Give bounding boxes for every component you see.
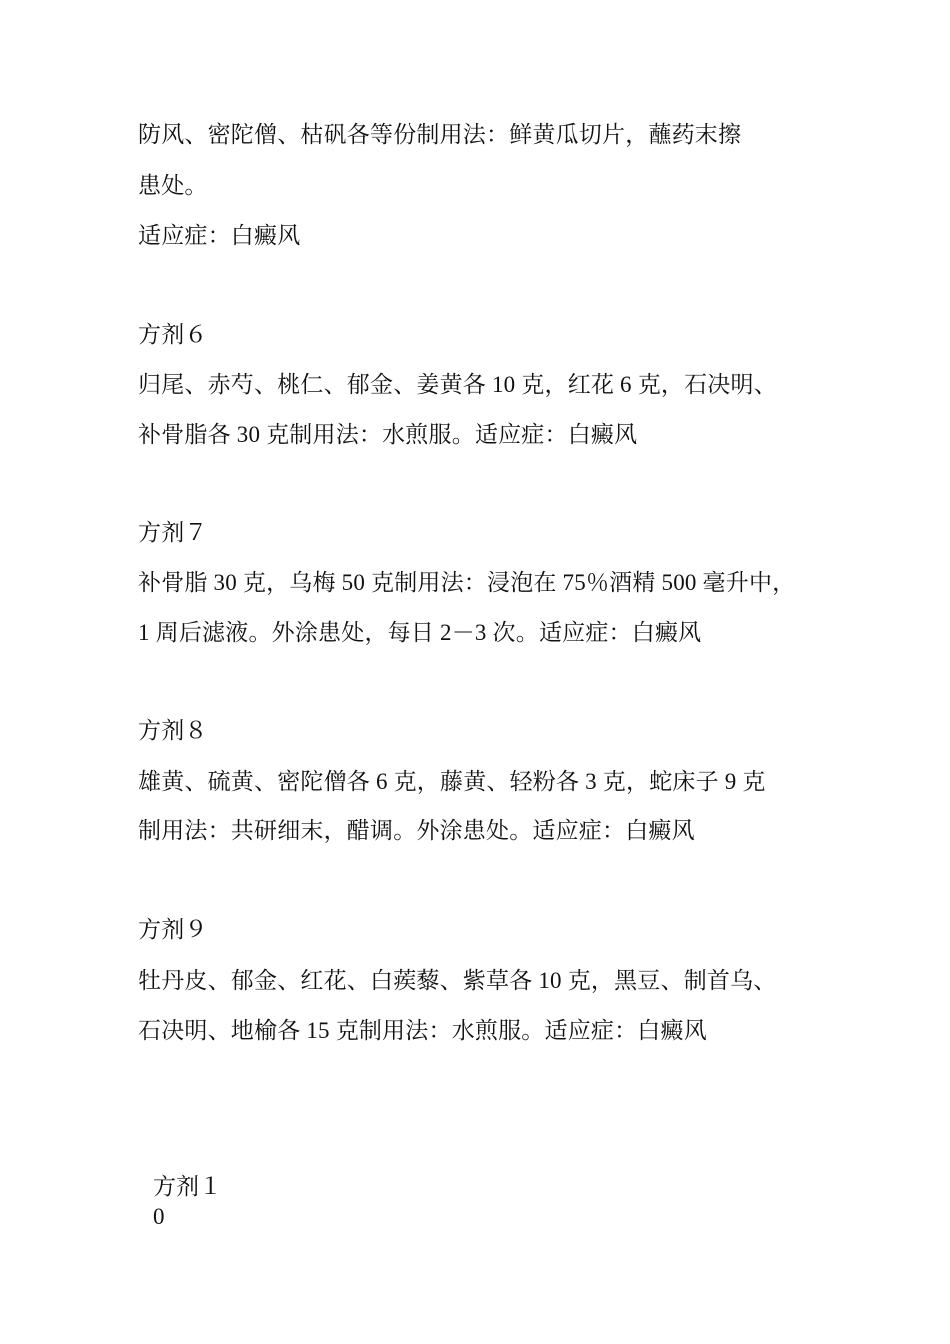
recipe-heading: 方剂６ (138, 322, 208, 347)
text-line: 适应症：白癜风 (138, 223, 301, 248)
recipe-heading: 方剂９ (138, 917, 208, 942)
text-line: 石决明、地榆各 15 克制用法：水煎服。适应症：白癜风 (138, 1018, 707, 1043)
recipe-heading: 方剂７ (138, 520, 208, 545)
text-line: 补骨脂各 30 克制用法：水煎服。适应症：白癜风 (138, 422, 638, 447)
text-line: 患处。 (138, 173, 208, 198)
text-line: 制用法：共研细末，醋调。外涂患处。适应症：白癜风 (138, 818, 695, 843)
text-line: 牡丹皮、郁金、红花、白蒺藜、紫草各 10 克，黑豆、制首乌、 (138, 968, 777, 993)
text-line: 雄黄、硫黄、密陀僧各 6 克，藤黄、轻粉各 3 克，蛇床子 9 克 (138, 769, 766, 794)
text-line: 防风、密陀僧、枯矾各等份制用法：鲜黄瓜切片，蘸药末擦 (138, 122, 742, 147)
text-line: 补骨脂 30 克，乌梅 50 克制用法：浸泡在 75％酒精 500 毫升中， (138, 570, 796, 595)
recipe-heading: 方剂１0 (153, 1174, 222, 1229)
text-line: 归尾、赤芍、桃仁、郁金、姜黄各 10 克，红花 6 克，石决明、 (138, 372, 777, 397)
text-line: 1 周后滤液。外涂患处，每日 2－3 次。适应症：白癜风 (138, 620, 702, 645)
recipe-heading: 方剂８ (138, 718, 208, 743)
